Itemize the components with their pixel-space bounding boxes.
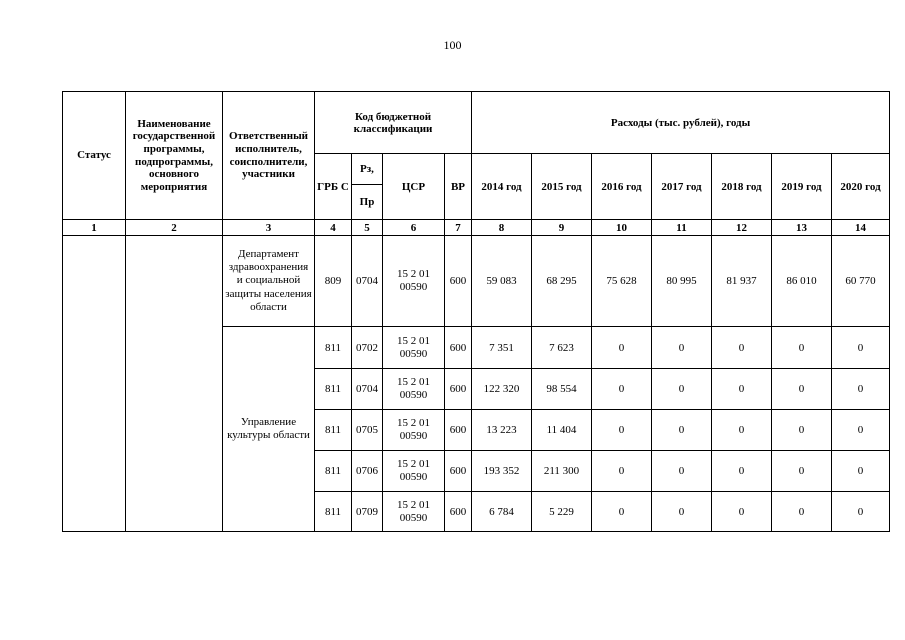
column-number: 12 [712,220,772,236]
value-cell: 211 300 [532,451,592,492]
vr-cell: 600 [445,451,472,492]
page-number: 100 [443,38,462,52]
header-year: 2014 год [472,154,532,220]
csr-cell [383,369,445,410]
header-year: 2019 год [772,154,832,220]
header-year: 2020 год [832,154,890,220]
csr-line: 00590 [399,511,428,524]
value-cell: 7 351 [472,327,532,369]
value-cell: 75 628 [592,236,652,327]
grbs-cell: 809 [315,236,352,327]
value-cell: 0 [712,410,772,451]
value-cell: 0 [592,327,652,369]
column-number: 3 [223,220,315,236]
column-number: 10 [592,220,652,236]
csr-line: 15 2 01 [397,334,430,347]
value-cell: 0 [652,327,712,369]
value-cell: 0 [712,327,772,369]
column-number: 11 [652,220,712,236]
name-cell [126,236,223,532]
header-year: 2017 год [652,154,712,220]
header-expenses: Расходы (тыс. рублей), годы [472,92,890,154]
value-cell: 0 [772,369,832,410]
value-cell: 81 937 [712,236,772,327]
csr-line: 15 2 01 [397,498,430,511]
csr-line: 00590 [399,281,428,293]
value-cell: 6 784 [472,492,532,532]
csr-line: 00590 [399,389,428,401]
csr-cell [383,410,445,451]
header-responsible: Ответственный исполнитель, соисполнители, участники [223,92,315,220]
value-cell: 60 770 [832,236,890,327]
column-number: 13 [772,220,832,236]
value-cell: 122 320 [472,369,532,410]
csr-cell [383,492,445,532]
column-number: 8 [472,220,532,236]
column-number: 2 [126,220,223,236]
grbs-cell: 811 [315,492,352,532]
value-cell: 0 [652,410,712,451]
value-cell: 0 [592,369,652,410]
vr-cell: 600 [445,369,472,410]
value-cell: 0 [592,492,652,532]
csr-line: 00590 [399,347,428,360]
header-name: Наименование государственной программы, подпрограммы, основного мероприятия [126,92,223,220]
grbs-cell: 811 [315,451,352,492]
value-cell: 0 [592,451,652,492]
value-cell: 0 [712,369,772,410]
header-csr: ЦСР [383,154,445,220]
value-cell: 0 [652,451,712,492]
value-cell: 0 [772,492,832,532]
value-cell: 0 [832,369,890,410]
value-cell: 0 [712,492,772,532]
grbs-cell: 811 [315,369,352,410]
column-number: 4 [315,220,352,236]
participant-cell: Департамент здравоохранения и социальной защиты населения области [223,236,315,327]
status-cell [63,236,126,532]
column-number: 14 [832,220,890,236]
rzpr-cell: 0706 [352,451,383,492]
value-cell: 13 223 [472,410,532,451]
grbs-cell: 811 [315,410,352,451]
column-number: 9 [532,220,592,236]
rzpr-cell: 0702 [352,327,383,369]
column-number: 7 [445,220,472,236]
vr-cell: 600 [445,492,472,532]
header-status: Статус [63,92,126,220]
value-cell: 0 [832,410,890,451]
value-cell: 0 [772,451,832,492]
column-number-row [63,220,890,236]
value-cell: 0 [832,327,890,369]
header-grbs: ГРБ С [315,154,352,220]
value-cell: 7 623 [532,327,592,369]
value-cell: 80 995 [652,236,712,327]
csr-line: 15 2 01 [397,458,430,471]
csr-line: 15 2 01 [397,268,430,281]
grbs-cell: 811 [315,327,352,369]
value-cell: 193 352 [472,451,532,492]
budget-table [62,91,890,532]
column-number: 6 [383,220,445,236]
value-cell: 0 [772,327,832,369]
csr-cell [383,236,445,327]
value-cell: 0 [832,451,890,492]
column-number: 1 [63,220,126,236]
rzpr-cell: 0705 [352,410,383,451]
csr-line: 00590 [399,430,428,442]
value-cell: 68 295 [532,236,592,327]
vr-cell: 600 [445,410,472,451]
value-cell: 0 [652,492,712,532]
value-cell: 98 554 [532,369,592,410]
rzpr-cell: 0704 [352,369,383,410]
table-row [63,236,890,327]
vr-cell: 600 [445,236,472,327]
csr-line: 00590 [399,471,428,483]
value-cell: 11 404 [532,410,592,451]
value-cell: 59 083 [472,236,532,327]
csr-line: 15 2 01 [397,376,430,389]
header-pr: Пр [352,185,383,220]
header-year: 2018 год [712,154,772,220]
value-cell: 0 [832,492,890,532]
header-rz: Рз, [352,154,383,185]
rzpr-cell: 0704 [352,236,383,327]
header-kbk: Код бюджетной классификации [315,92,472,154]
value-cell: 5 229 [532,492,592,532]
header-year: 2016 год [592,154,652,220]
value-cell: 86 010 [772,236,832,327]
vr-cell: 600 [445,327,472,369]
value-cell: 0 [712,451,772,492]
rzpr-cell: 0709 [352,492,383,532]
csr-line: 15 2 01 [397,417,430,430]
header-year: 2015 год [532,154,592,220]
header-vr: ВР [445,154,472,220]
value-cell: 0 [592,410,652,451]
column-number: 5 [352,220,383,236]
csr-cell [383,327,445,369]
value-cell: 0 [772,410,832,451]
csr-cell [383,451,445,492]
participant-cell: Управление культуры области [223,327,315,532]
value-cell: 0 [652,369,712,410]
